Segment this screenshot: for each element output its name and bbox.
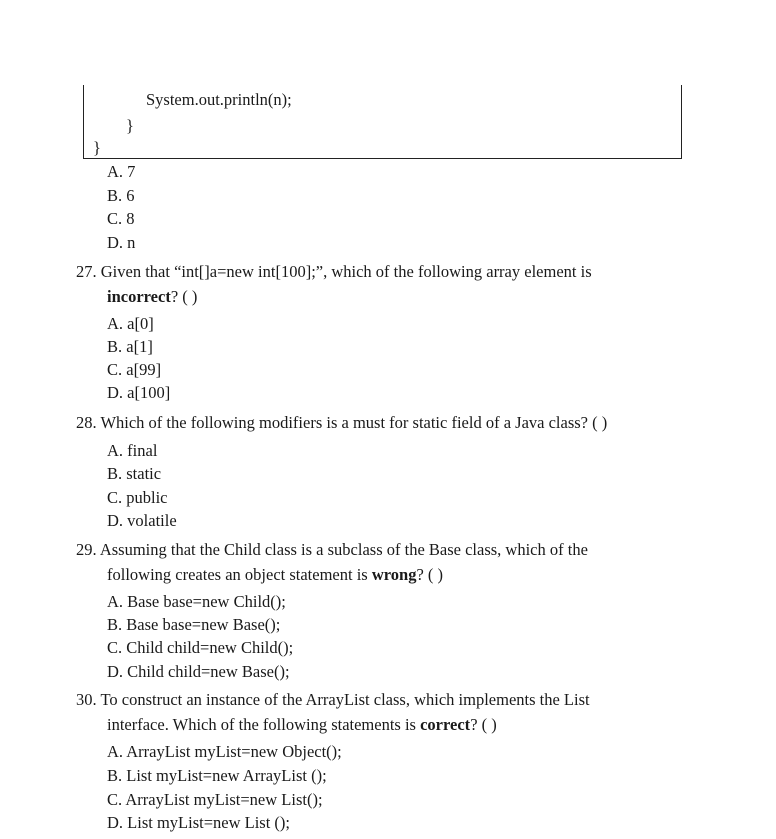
option-d: D. List myList=new List (); [107, 813, 290, 832]
code-line: System.out.println(n); [146, 90, 292, 109]
option-b: B. 6 [107, 186, 135, 205]
question-text: Assuming that the Child class is a subclass of the Base class, which of the [99, 540, 588, 559]
question-number: 29. [76, 540, 97, 559]
option-a: A. ArrayList myList=new Object(); [107, 742, 342, 761]
question-text: following creates an object statement is [107, 565, 372, 584]
option-a: A. final [107, 441, 158, 460]
code-closing-brace: } [93, 138, 101, 157]
question-29-line1 [76, 540, 588, 560]
option-c: C. ArrayList myList=new List(); [107, 790, 323, 809]
option-c: C. a[99] [107, 360, 162, 379]
option-b: B. a[1] [107, 337, 153, 356]
question-number: 28. [76, 413, 97, 432]
question-keyword: wrong [371, 565, 417, 584]
option-d: D. n [107, 233, 136, 252]
question-keyword: incorrect [107, 287, 171, 306]
answer-blank: ? ( ) [416, 565, 444, 584]
code-closing-brace: } [126, 116, 134, 135]
question-27-line2 [107, 287, 197, 307]
option-d: D. Child child=new Base(); [107, 662, 290, 681]
question-number: 30. [76, 690, 97, 709]
option-a: A. 7 [107, 162, 136, 181]
answer-blank: ? ( ) [170, 287, 198, 306]
option-c: C. 8 [107, 209, 135, 228]
answer-blank: ? ( ) [470, 715, 497, 734]
question-30-line1 [76, 690, 590, 710]
option-a: A. a[0] [107, 314, 154, 333]
question-text: Which of the following modifiers is a must for static field of a Java class? ( ) [100, 413, 608, 432]
option-a: A. Base base=new Child(); [107, 592, 286, 611]
option-d: D. a[100] [107, 383, 171, 402]
question-30-line2 [107, 715, 497, 735]
option-b: B. Base base=new Base(); [107, 615, 281, 634]
question-text: To construct an instance of the ArrayList class, which implements the List [100, 690, 590, 709]
question-29-line2 [107, 565, 443, 585]
option-d: D. volatile [107, 511, 177, 530]
option-c: C. public [107, 488, 168, 507]
option-b: B. List myList=new ArrayList (); [107, 766, 327, 785]
question-27-line1 [76, 262, 592, 282]
option-b: B. static [107, 464, 162, 483]
question-28-line1 [76, 413, 607, 433]
question-text: interface. Which of the following statements is [107, 715, 421, 734]
question-text: Given that “int[]a=new int[100];”, which of the following array element is [100, 262, 592, 281]
question-number: 27. [76, 262, 97, 281]
question-keyword: correct [420, 715, 471, 734]
option-c: C. Child child=new Child(); [107, 638, 294, 657]
